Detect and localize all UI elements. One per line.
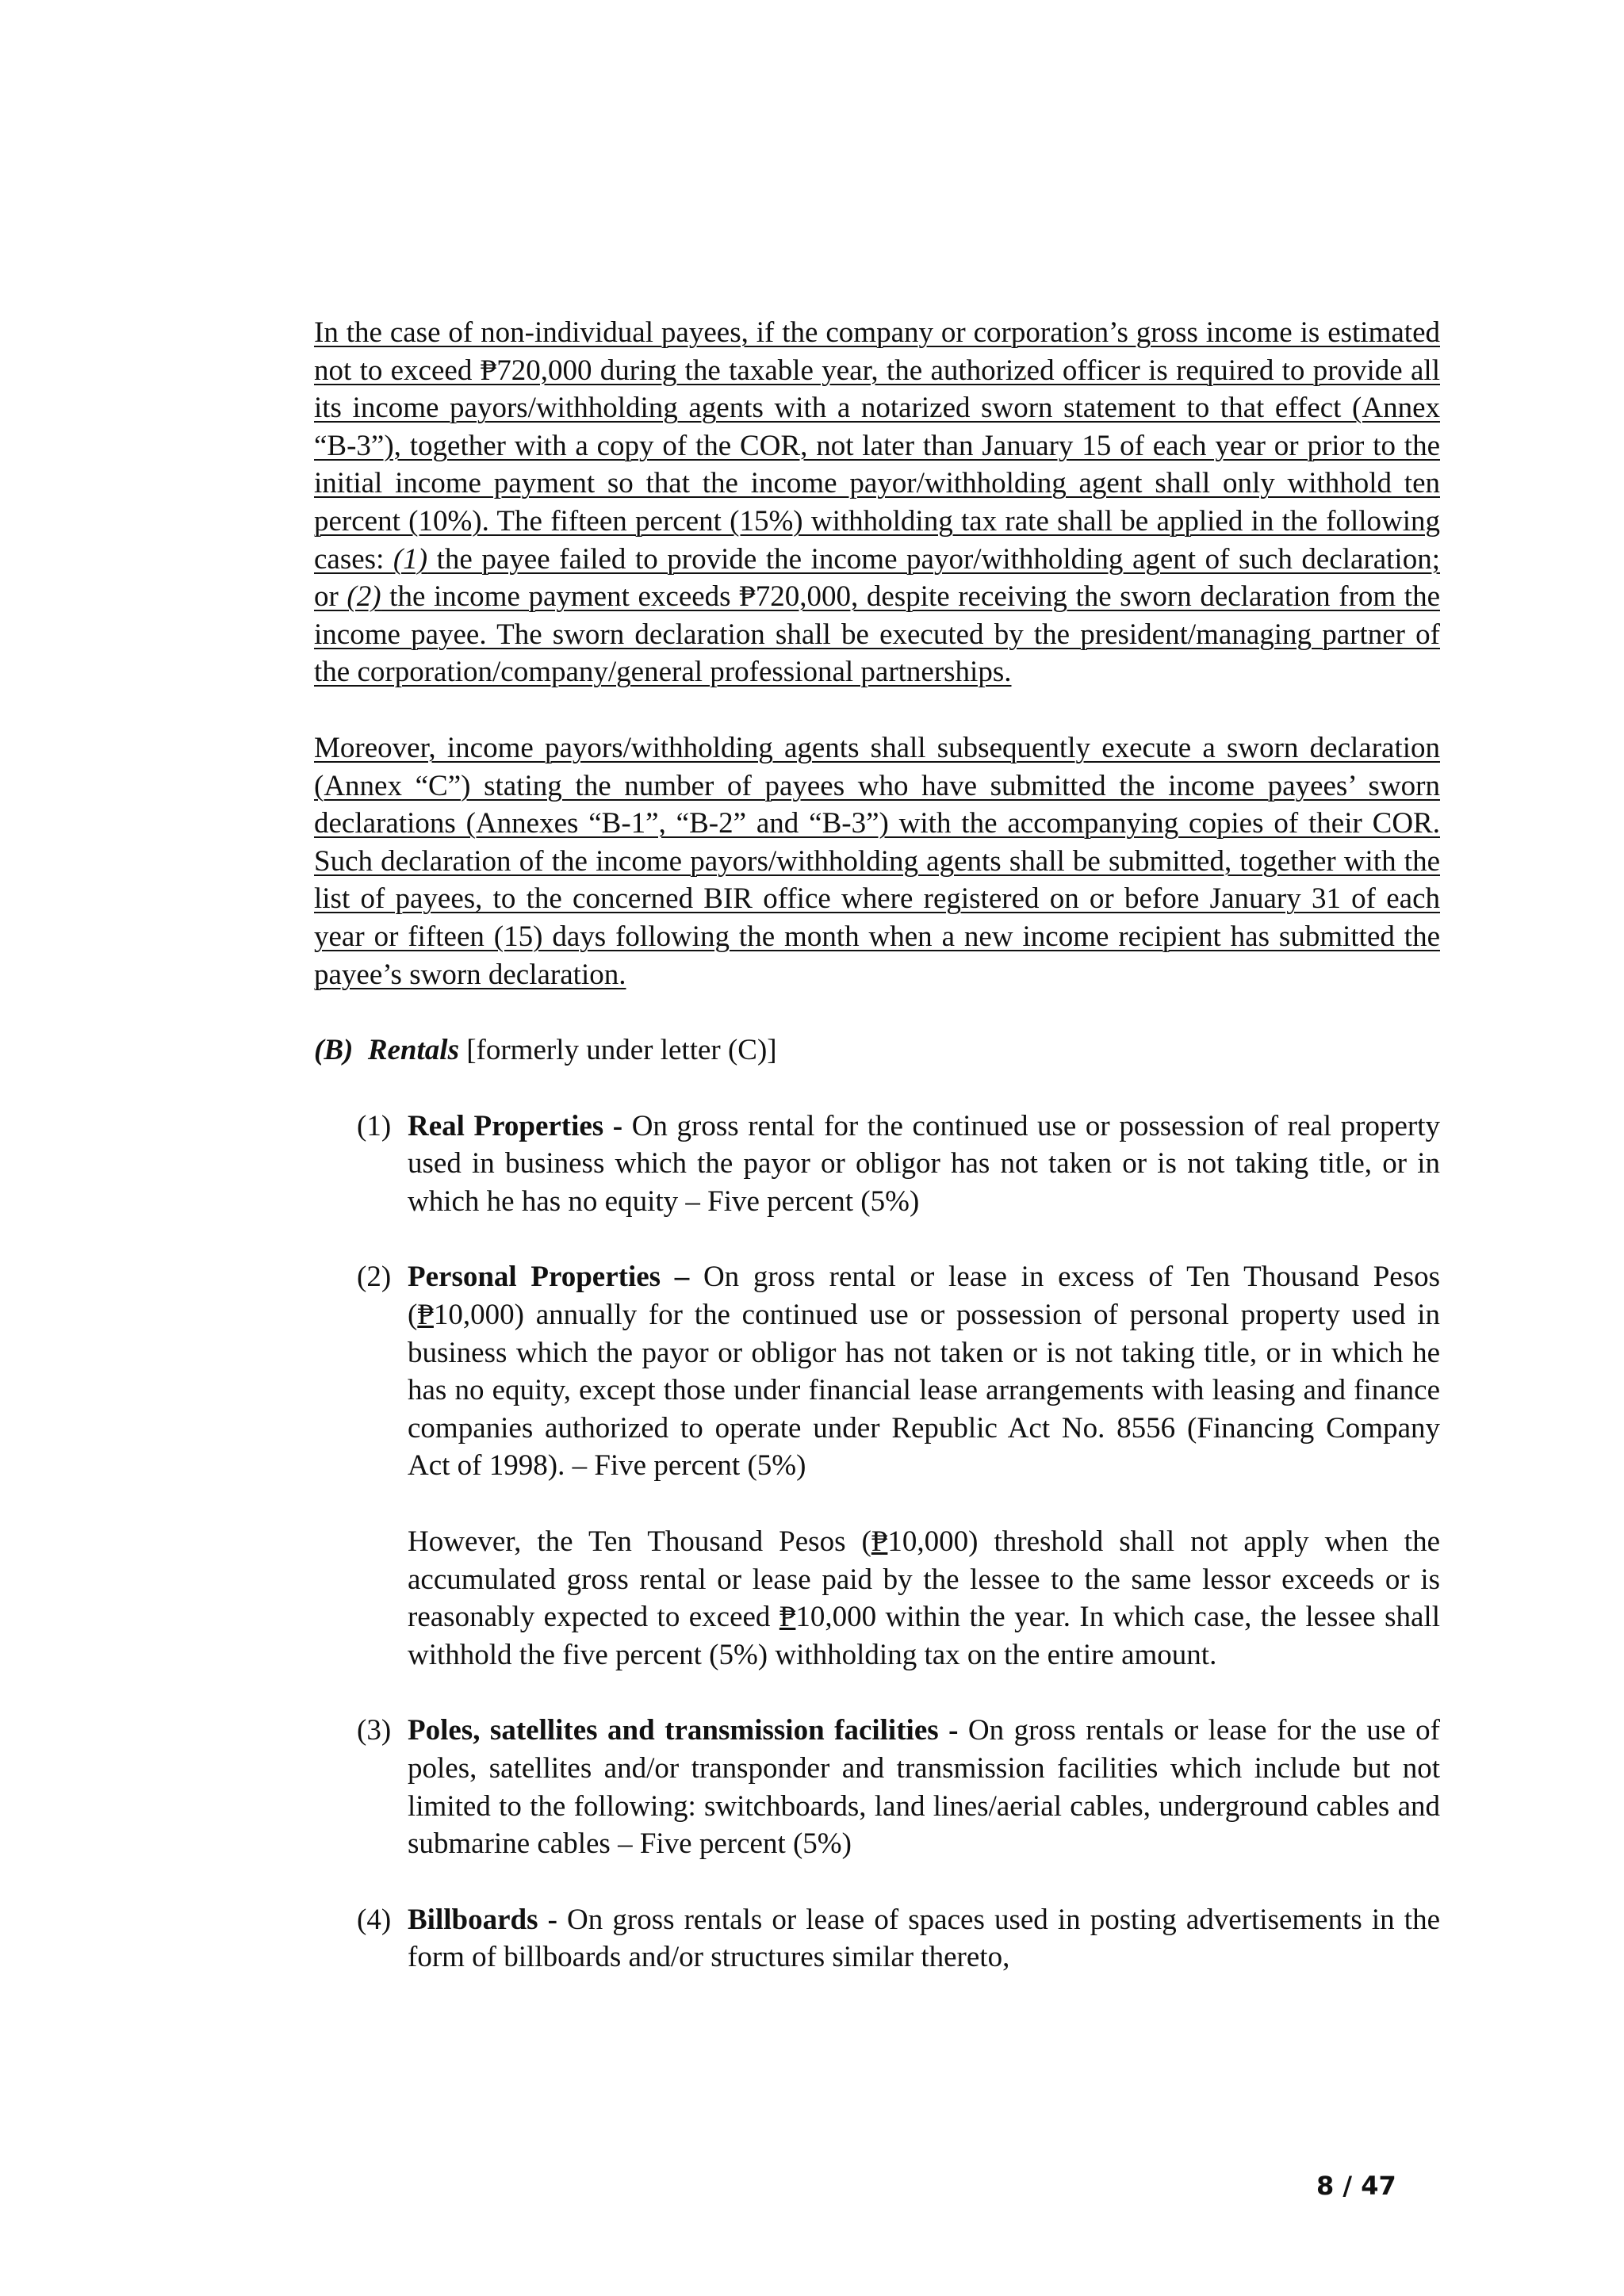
list-item-personal-properties [314, 1258, 1440, 1485]
item-text: However, the Ten Thousand Pesos ( [408, 1525, 871, 1559]
item-number: (3) [357, 1714, 392, 1747]
item-title: Real Properties - [408, 1109, 623, 1142]
item-text: On gross rentals or lease for the use of poles, satellites and/or transponder and transmission facilities which include but not limited to the following: switchboards, land lines/aerial cables, underground cables and submarine cables – Five percent (5%) [408, 1714, 1441, 1861]
list-item-billboards [314, 1901, 1440, 1976]
peso-sign: ₱ [417, 1299, 434, 1332]
item-number: (4) [357, 1903, 392, 1936]
paragraph-text: the income payment exceeds ₱720,000, despite receiving the sworn declaration from the income payee. The sworn declaration shall be executed by the president/managing partner of the corporation/company/general professional partnerships. [314, 580, 1440, 689]
item-number: (1) [357, 1109, 392, 1142]
section-label: (B) [314, 1034, 354, 1067]
item-text: On gross rental for the continued use or possession of real property used in business which the payor or obligor has not taken or is not taking title, or in which he has no equity – Five percent (5%) [408, 1109, 1440, 1218]
item-number: (2) [357, 1261, 392, 1294]
paragraph-text: the payee failed to provide the income payor/withholding agent of such declaration; or [314, 542, 1440, 614]
item-text: On gross rental or lease in excess of Ten Thousand Pesos ( [408, 1261, 1441, 1332]
item-title: Billboards - [408, 1903, 557, 1936]
item-text: On gross rentals or lease of spaces used in posting advertisements in the form of billboards and/or structures similar thereto, [408, 1903, 1440, 1974]
paragraph-non-individual-payees [314, 314, 1440, 691]
item-title: Personal Properties – [408, 1261, 690, 1294]
peso-sign: ₱ [871, 1525, 888, 1559]
section-title: Rentals [367, 1034, 459, 1067]
item-text: 10,000) annually for the continued use or possession of personal property used in business which the payor or obligor has not taken or is not taking title, or in which he has no equity, except those under financial lease arrangements with leasing and finance companies authorized to operate under Republic Act No. 8556 (Financing Company Act of 1998). – Five percent (5%) [408, 1299, 1440, 1483]
case-label: (1) [393, 542, 428, 576]
document-page [314, 314, 1440, 1976]
list-item-poles-satellites [314, 1712, 1440, 1862]
section-note: [formerly under letter (C)] [466, 1034, 777, 1067]
paragraph-threshold-exception [314, 1523, 1440, 1674]
item-text: 10,000 within the year. In which case, the lessee shall withhold the five percent (5%) withholding tax on the entire amount. [408, 1601, 1440, 1671]
item-title: Poles, satellites and transmission facilities - [408, 1714, 959, 1747]
paragraph-sworn-declaration: Moreover, income payors/withholding agents shall subsequently execute a sworn declaration (Annex “C”) stating the number of payees who have submitted the income payees’ sworn declarations (Annexes “B-1”, “B-2” and “B-3”) with the accompanying copies of their COR. Such declaration of the income payors/withholding agents shall be submitted, together with the list of payees, to the concerned BIR office where registered on or before January 31 of each year or fifteen (15) days following the month when a new income recipient has submitted the payee’s sworn declaration. [314, 731, 1440, 991]
section-heading-rentals [314, 1031, 1440, 1070]
case-label: (2) [347, 580, 381, 614]
item-text: 10,000) threshold shall not apply when the accumulated gross rental or lease paid by the lessee to the same lessor exceeds or is reasonably expected to exceed [408, 1525, 1440, 1634]
paragraph-text: In the case of non-individual payees, if the company or corporation’s gross income is estimated not to exceed ₱720,000 during the taxable year, the authorized officer is required to provide all its income payors/withholding agents with a notarized sworn statement to that effect (Annex “B-3”), together with a copy of the COR, not later than January 15 of each year or prior to the initial income payment so that the income payor/withholding agent shall only withhold ten percent (10%). The fifteen percent (15%) withholding tax rate shall be applied in the following cases: [314, 316, 1440, 576]
page-number: 8 / 47 [1316, 2171, 1396, 2201]
list-item-real-properties [314, 1108, 1440, 1221]
peso-sign: ₱ [779, 1601, 796, 1634]
